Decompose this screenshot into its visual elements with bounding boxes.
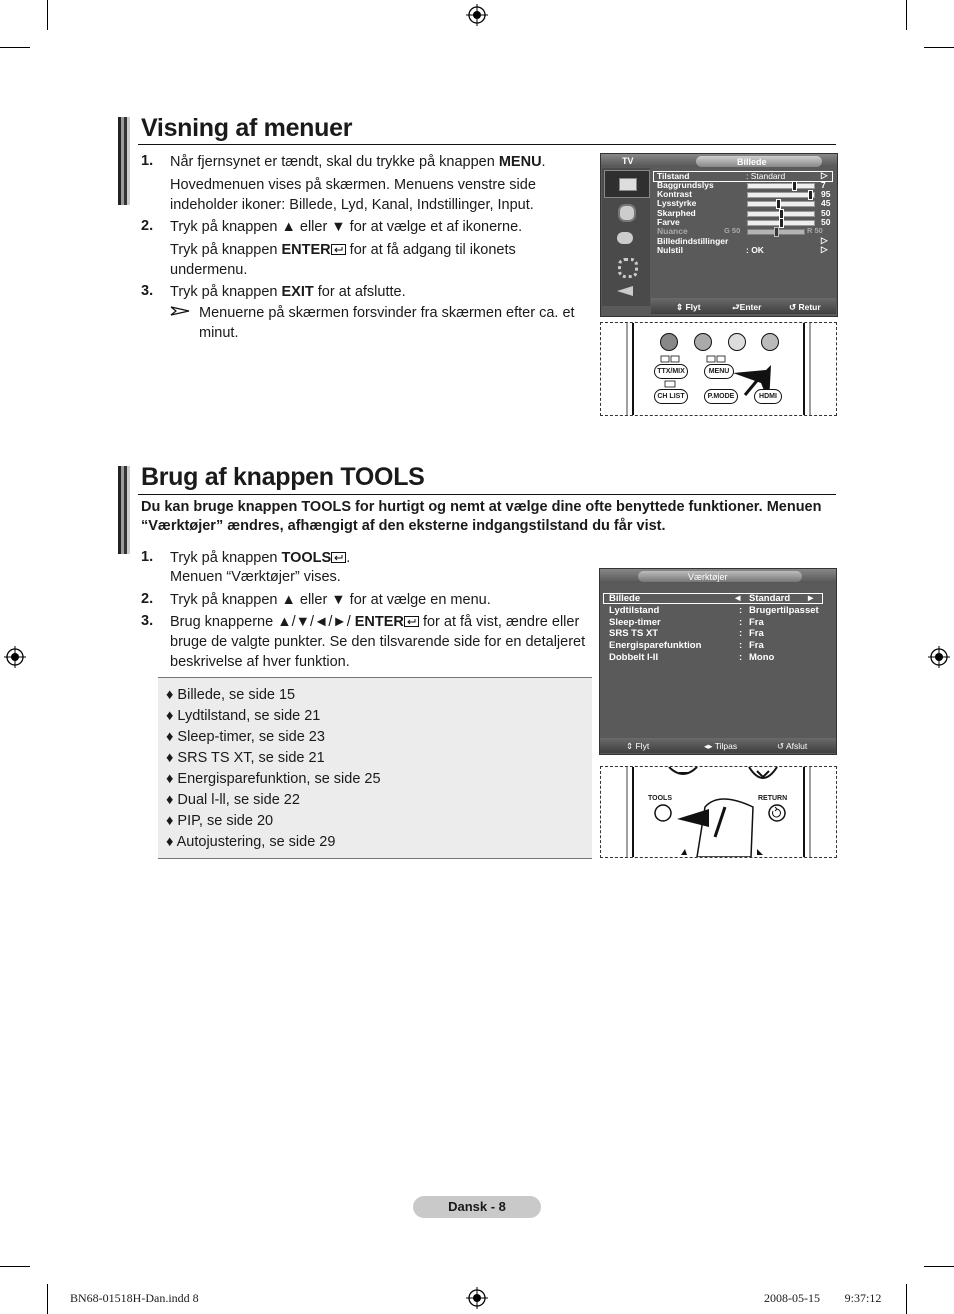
enter-icon [404,616,419,627]
tools-step-1-line2: Menuen “Værktøjer” vises. [170,569,341,585]
step-number: 2. [141,218,154,234]
contrast-slider [747,192,815,198]
p-mode-button[interactable]: P.MODE [704,389,738,404]
tv-menu-screen [600,153,838,317]
section-bar [118,117,130,205]
picture-menu-icon [604,170,650,198]
tools-row-value: Fra [749,628,764,639]
crop-mark [906,0,907,30]
footer-move: ⇕ Flyt [626,741,650,751]
menu-row-label: Tilstand [657,171,690,181]
footer-exit: ↺ Afslut [777,741,808,751]
ref-item: ♦ PIP, se side 20 [166,813,274,829]
setup-menu-icon [618,258,638,278]
file-slug: BN68-01518H-Dan.indd 8 [70,1291,199,1305]
brightness-slider [747,201,815,207]
menu-row-label: Skarphed [657,208,696,218]
submenu-arrow-icon: ▷ [821,235,828,245]
footer-return: ↺ Retur [789,302,821,312]
tools-row-label: SRS TS XT [609,628,659,639]
channel-menu-icon [617,232,633,244]
crop-mark [0,1266,30,1267]
crop-mark [47,0,48,30]
tools-row-sep: : [739,628,743,639]
tools-step-3-text: Brug knapperne ▲/▼/◄/►/ ENTER for at få vist, ændre eller bruge de valgte punkter. Se den tilsvarende side for en detaljeret beskrivelse af hver funktion. [170,614,586,670]
registration-mark-icon [4,646,26,668]
menu-row-label: Nuance [657,226,688,236]
remote-illustration-menu [600,322,837,416]
submenu-arrow-icon: ▷ [821,170,828,180]
ref-item: ♦ Billede, se side 15 [166,687,296,703]
step-number: 1. [141,153,154,169]
section-title-tools: Brug af knappen TOOLS [141,463,425,491]
tools-row-value: Standard [749,593,791,604]
ref-item: ♦ Energisparefunktion, se side 25 [166,771,381,787]
crop-mark [924,1266,954,1267]
tools-row-value: Fra [749,640,764,651]
footer-enter: ⮐Enter [732,302,762,312]
tools-row-value: Fra [749,617,764,628]
menu-row-label: Baggrundslys [657,180,714,190]
menu-row-num: 45 [821,198,831,208]
menu-row-value: : OK [746,245,764,255]
step-number: 1. [141,549,154,565]
color-slider [747,220,815,226]
registration-mark-icon [466,4,488,26]
tools-row-label: Energisparefunktion [609,640,702,651]
tools-row-value: Brugertilpasset [749,605,819,616]
step-2-paragraph: Tryk på knappen ENTER for at få adgang til ikonets undermenu. [170,242,516,278]
tools-row-value: Mono [749,652,775,663]
ttx-mix-button[interactable]: TTX/MIX [654,364,688,379]
crop-mark [924,47,954,48]
crop-mark [906,1284,907,1314]
tools-row-label: Billede [609,593,641,604]
tint-red-value: R 50 [807,226,823,235]
registration-mark-icon [928,646,950,668]
step-3-text: Tryk på knappen EXIT for at afslutte. [170,284,406,300]
submenu-arrow-icon: ▷ [821,244,828,254]
step-number: 2. [141,591,154,607]
step-2-text: Tryk på knappen ▲ eller ▼ for at vælge et af ikonerne. [170,219,523,235]
tools-intro: Du kan bruge knappen TOOLS for hurtigt og nemt at vælge dine ofte benyttede funktioner. Menuen “Værktøjer” ændres, afhængigt af den eksterne indgangstilstand du får vist. [141,499,822,534]
menu-button[interactable]: MENU [704,364,734,379]
tools-row-label: Sleep-timer [609,617,661,628]
tv-tab: TV [622,156,634,166]
hdmi-button[interactable]: HDMI [754,389,782,404]
menu-row-num: 95 [821,189,831,199]
page-reference-list [158,677,592,859]
menu-row-value: : Standard [746,171,786,181]
right-arrow-icon: ► [806,593,816,604]
ref-item: ♦ Sleep-timer, se side 23 [166,729,325,745]
footer-move: ⇕ Flyt [676,302,701,312]
menu-row-label: Nulstil [657,245,683,255]
remote-illustration-tools [600,766,837,858]
crop-mark [47,1284,48,1314]
tools-icon [331,552,346,563]
tint-slider [747,229,805,235]
ref-item: ♦ Lydtilstand, se side 21 [166,708,321,724]
note-arrow-icon [170,305,190,317]
menu-row-label: Billedindstillinger [657,236,729,246]
menu-row-label: Lysstyrke [657,198,697,208]
tools-button-label[interactable]: TOOLS [648,795,672,802]
step-1-paragraph: Hovedmenuen vises på skærmen. Menuens venstre side indeholder ikoner: Billede, Lyd, Kanal, Indstillinger, Input. [170,177,536,213]
tools-step-1-text: Tryk på knappen TOOLS . [170,550,351,566]
backlight-slider [747,183,815,189]
ch-list-button[interactable]: CH LIST [654,389,688,404]
tools-row-sep: : [739,640,743,651]
sharpness-slider [747,211,815,217]
menu-row-label: Kontrast [657,189,692,199]
tools-row-label: Dobbelt I-II [609,652,659,663]
step-1-text: Når fjernsynet er tændt, skal du trykke på knappen MENU. [170,154,546,170]
ref-item: ♦ Dual l-ll, se side 22 [166,792,300,808]
ref-item: ♦ Autojustering, se side 29 [166,834,336,850]
tools-row-sep: : [739,605,743,616]
enter-icon [331,244,346,255]
menu-row-num: 50 [821,208,831,218]
date-slug: 2008-05-15 ￿￿ 9:37:12 [764,1291,882,1305]
left-arrow-icon: ◄ [733,593,743,604]
ref-item: ♦ SRS TS XT, se side 21 [166,750,325,766]
menu-header: Billede [737,157,767,167]
section-rule [138,144,836,145]
step-3-note: Menuerne på skærmen forsvinder fra skærmen efter ca. et minut. [199,305,575,341]
menu-row-num: 7 [821,180,826,190]
tools-row-sep: : [739,652,743,663]
section-rule [138,494,836,495]
section-title-menus: Visning af menuer [141,114,353,142]
page-number-badge: Dansk - 8 [413,1196,541,1218]
return-button-label[interactable]: RETURN [758,795,788,802]
menu-row-label: Farve [657,217,680,227]
crop-mark [0,47,30,48]
step-number: 3. [141,283,154,299]
tools-row-label: Lydtilstand [609,605,660,616]
footer-adjust: ◂▸ Tilpas [704,741,738,751]
tools-step-2-text: Tryk på knappen ▲ eller ▼ for at vælge en menu. [170,592,491,608]
tools-menu-screen [599,568,837,755]
menu-row-num: 50 [821,217,831,227]
registration-mark-icon [466,1287,488,1309]
tools-menu-header: Værktøjer [688,572,728,582]
sound-menu-icon [618,204,636,222]
step-number: 3. [141,613,154,629]
tint-green-value: G 50 [724,226,741,235]
tools-row-sep: : [739,617,743,628]
section-bar [118,466,130,554]
